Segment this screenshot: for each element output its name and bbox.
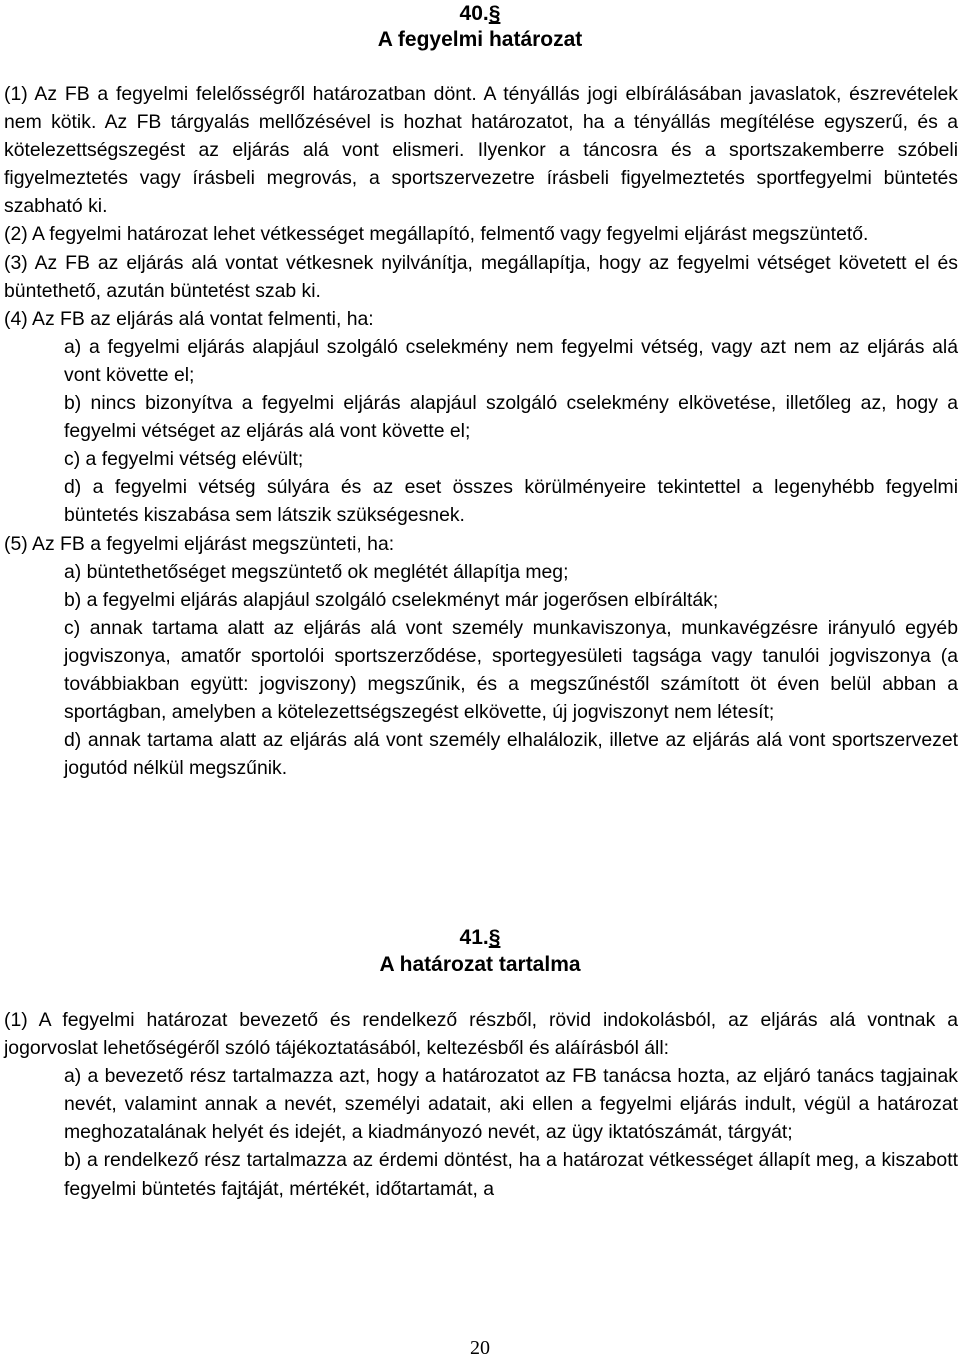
list-item-40-5-b: b) a fegyelmi eljárás alapjául szolgáló cselekményt már jogerősen elbírálták; bbox=[64, 588, 719, 611]
section-mark: § bbox=[488, 926, 501, 949]
paragraph-41-1: (1) A fegyelmi határozat bevezető és rendelkező részből, rövid indokolásból, az eljárás alá vontnak a jogorvoslat lehetőségéről szóló tájékoztatásából, keltezésből és aláírásból áll: bbox=[4, 1009, 958, 1060]
section-41-body bbox=[4, 1006, 958, 1203]
list-item-41-1-a: a) a bevezető rész tartalmazza azt, hogy a határozatot az FB tanácsa hozta, az eljáró tanács tagjainak nevét, valamint annak a nevét, személyi adatait, aki ellen a fegyelmi eljárás indult, végül a határozat meghozatalának helyét és idejét, a kiadmányozó nevét, az ügy iktatószámát, tárgyát; bbox=[64, 1065, 958, 1144]
section-40-title: A fegyelmi határozat bbox=[377, 28, 583, 51]
list-item-40-4-a: a) a fegyelmi eljárás alapjául szolgáló cselekmény nem fegyelmi vétség, vagy azt nem az eljárás alá vont követte el; bbox=[64, 335, 958, 386]
section-40-body bbox=[4, 80, 958, 782]
section-41-number: 41.§ bbox=[459, 926, 501, 949]
paragraph-40-5: (5) Az FB a fegyelmi eljárást megszünteti, ha: bbox=[4, 532, 395, 555]
list-item-40-4-c: c) a fegyelmi vétség elévült; bbox=[64, 448, 304, 471]
page-number: 20 bbox=[470, 1337, 490, 1359]
list-item-40-4-d: d) a fegyelmi vétség súlyára és az eset összes körülményeire tekintettel a legenyhébb fegyelmi büntetés kiszabása sem látszik szükségesnek. bbox=[64, 476, 958, 527]
list-item-40-4-b: b) nincs bizonyítva a fegyelmi eljárás alapjául szolgáló cselekmény elkövetése, illetőleg az, hogy a fegyelmi vétséget az eljárás alá vont követte el; bbox=[64, 392, 958, 443]
paragraph-40-4: (4) Az FB az eljárás alá vontat felmenti, ha: bbox=[4, 307, 374, 330]
section-41-title: A határozat tartalma bbox=[379, 953, 581, 976]
section-mark: § bbox=[488, 2, 501, 25]
list-item-40-5-a: a) büntethetőséget megszüntető ok meglétét állapítja meg; bbox=[64, 560, 569, 583]
list-item-40-5-d: d) annak tartama alatt az eljárás alá vont személy elhalálozik, illetve az eljárás alá vont sportszervezet jogutód nélkül megszűnik. bbox=[64, 729, 958, 780]
list-item-40-5-c: c) annak tartama alatt az eljárás alá vont személy munkaviszonya, munkavégzésre irányuló egyéb jogviszonya, amatőr sportolói sportszerződése, sportegyesületi tagsága vagy tanulói jogviszonya (a továbbiakban együtt: jogviszony) megszűnik, és a megszűnéstől számított öt éven belül abban a sportágban, amelyben a kötelezettségszegést elkövette, új jogviszonyt nem létesít; bbox=[64, 616, 958, 724]
paragraph-40-2: (2) A fegyelmi határozat lehet vétkességet megállapító, felmentő vagy fegyelmi eljárást megszüntető. bbox=[4, 223, 869, 246]
paragraph-40-3: (3) Az FB az eljárás alá vontat vétkesnek nyilvánítja, megállapítja, hogy az fegyelmi vétséget követett el és büntethető, azután büntetést szab ki. bbox=[4, 251, 958, 302]
paragraph-40-1: (1) Az FB a fegyelmi felelősségről határozatban dönt. A tényállás jogi elbírálásában javaslatok, észrevételek nem kötik. Az FB tárgyalás mellőzésével is hozhat határozatot, ha a tényállás megítélése egyszerű, és a kötelezettségszegést az eljárás alá vont elismeri. Ilyenkor a táncosra és a sportszakemberre szóbeli figyelmeztetés vagy írásbeli megrovás, a sportszervezetre írásbeli figyelmeztetés sportfegyelmi büntetés szabható ki. bbox=[4, 83, 958, 218]
list-item-41-1-b: b) a rendelkező rész tartalmazza az érdemi döntést, ha a határozat vétkességet állapít meg, a kiszabott fegyelmi büntetés fajtáját, mértékét, időtartamát, a bbox=[64, 1149, 958, 1200]
section-40-number: 40.§ bbox=[459, 2, 501, 25]
